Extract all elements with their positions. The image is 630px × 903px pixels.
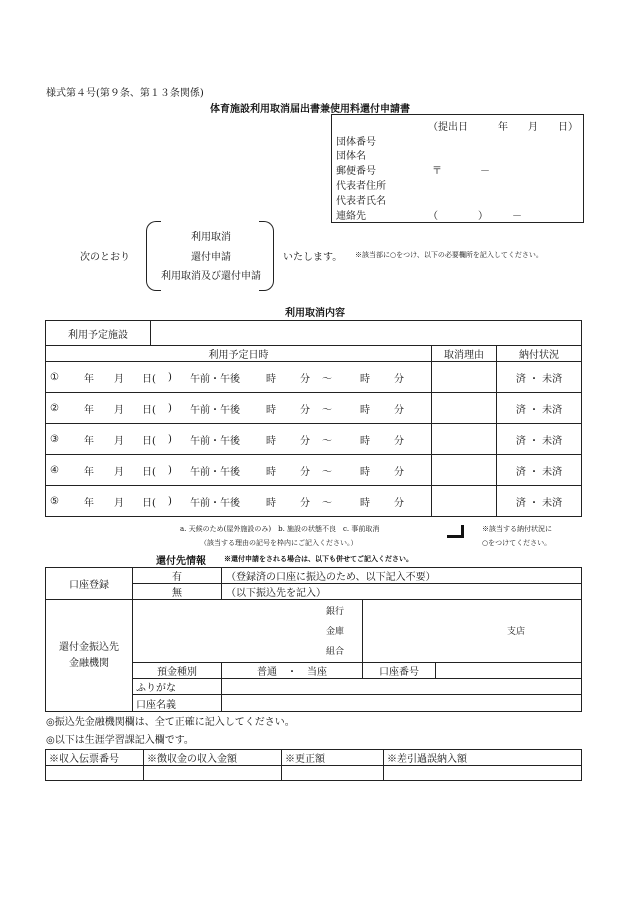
- month-label: 月: [114, 404, 124, 416]
- furigana-label: ふりがな: [133, 679, 222, 695]
- hour-label: 時: [266, 373, 276, 385]
- minute-label: 分: [394, 404, 404, 416]
- minute-label: 分: [300, 435, 310, 447]
- option-refund[interactable]: 還付申請: [191, 252, 231, 263]
- note-2: ◎以下は生涯学習課記入欄です。: [46, 735, 194, 746]
- weekday-paren: ): [168, 464, 172, 476]
- reason-cell[interactable]: [432, 455, 497, 486]
- payment-note-1: ※該当する納付状況に: [482, 525, 552, 533]
- bank-name-input[interactable]: [133, 600, 363, 663]
- reason-header: 取消理由: [432, 346, 497, 362]
- yes-note: （登録済の口座に振込のため、以下記入不要）: [222, 568, 582, 584]
- reason-cell[interactable]: [432, 424, 497, 455]
- table-row: [46, 393, 582, 424]
- weekday-paren: ): [168, 433, 172, 445]
- hour-label: 時: [360, 435, 370, 447]
- amount-input[interactable]: [144, 766, 282, 781]
- hour-label: 時: [360, 404, 370, 416]
- request-prefix: 次のとおり: [80, 252, 130, 263]
- deposit-type-options[interactable]: 普通 ・ 当座: [222, 663, 363, 679]
- correction-label: ※更正額: [282, 750, 384, 766]
- bank-label-small: 銀行: [325, 607, 344, 617]
- contact-label: 連絡先: [336, 211, 366, 222]
- hour-label: 時: [266, 404, 276, 416]
- table-row: [46, 424, 582, 455]
- option-yes[interactable]: 有: [133, 568, 222, 584]
- tilde: ～: [322, 466, 332, 478]
- reason-cell[interactable]: [432, 486, 497, 517]
- cancel-section-title: 利用取消内容: [285, 308, 345, 319]
- date-cell[interactable]: [46, 424, 432, 455]
- payment-status[interactable]: 済 ・ 未済: [497, 362, 582, 393]
- minute-label: 分: [394, 373, 404, 385]
- hour-label: 時: [266, 497, 276, 509]
- row-number: ⑤: [50, 495, 59, 507]
- payment-status[interactable]: 済 ・ 未済: [497, 455, 582, 486]
- day-label: 日(: [142, 404, 156, 416]
- table-row: [46, 486, 582, 517]
- year-label: 年: [84, 435, 94, 447]
- weekday-paren: ): [168, 371, 172, 383]
- payment-status[interactable]: 済 ・ 未済: [497, 486, 582, 517]
- table-row: [46, 455, 582, 486]
- day-label: 日(: [142, 497, 156, 509]
- arrow-icon: [447, 525, 464, 538]
- hour-label: 時: [360, 497, 370, 509]
- amount-label: ※徴収金の収入金額: [144, 750, 282, 766]
- form-number: 様式第４号(第９条、第１３条関係): [46, 88, 204, 99]
- ampm-label[interactable]: 午前・午後: [190, 404, 240, 416]
- group-number-label: 団体番号: [336, 137, 376, 148]
- usage-table: [45, 320, 582, 517]
- option-no[interactable]: 無: [133, 584, 222, 600]
- receipt-number-label: ※収入伝票番号: [46, 750, 144, 766]
- day-label: 日(: [142, 466, 156, 478]
- tilde: ～: [322, 435, 332, 447]
- minute-label: 分: [300, 373, 310, 385]
- facility-input[interactable]: [151, 321, 582, 346]
- hour-label: 時: [360, 466, 370, 478]
- rep-name-label: 代表者氏名: [336, 196, 386, 207]
- hour-label: 時: [266, 435, 276, 447]
- year-label: 年: [84, 404, 94, 416]
- option-cancel-and-refund[interactable]: 利用取消及び還付申請: [161, 271, 261, 282]
- tilde: ～: [322, 373, 332, 385]
- correction-input[interactable]: [282, 766, 384, 781]
- reason-cell[interactable]: [432, 393, 497, 424]
- ampm-label[interactable]: 午前・午後: [190, 373, 240, 385]
- contact-paren: （ ）: [428, 211, 488, 222]
- reason-note-2: （該当する理由の記号を枠内にご記入ください。）: [200, 539, 358, 547]
- request-note: ※該当部に○をつけ、以下の必要欄所を記入してください。: [355, 251, 543, 259]
- ampm-label[interactable]: 午前・午後: [190, 466, 240, 478]
- postal-code-label: 郵便番号: [336, 166, 376, 177]
- hour-label: 時: [266, 466, 276, 478]
- row-number: ①: [50, 371, 59, 383]
- row-number: ④: [50, 464, 59, 476]
- account-number-label: 口座番号: [363, 663, 436, 679]
- overpay-input[interactable]: [384, 766, 582, 781]
- minute-label: 分: [300, 466, 310, 478]
- minute-label: 分: [300, 497, 310, 509]
- date-header: 利用予定日時: [46, 346, 432, 362]
- rep-address-label: 代表者住所: [336, 181, 386, 192]
- year-label: 年: [84, 466, 94, 478]
- ampm-label[interactable]: 午前・午後: [190, 497, 240, 509]
- treasury-label: 金庫: [325, 627, 344, 637]
- date-cell[interactable]: [46, 393, 432, 424]
- weekday-paren: ): [168, 495, 172, 507]
- bank-label-line-1: 還付金振込先: [59, 641, 119, 653]
- option-cancel[interactable]: 利用取消: [191, 232, 231, 243]
- minute-label: 分: [300, 404, 310, 416]
- year-label: 年: [84, 373, 94, 385]
- payment-note-2: ○をつけてください。: [482, 539, 552, 547]
- tilde: ～: [322, 404, 332, 416]
- page-title: 体育施設利用取消届出書兼使用料還付申請書: [210, 104, 410, 115]
- hour-label: 時: [360, 373, 370, 385]
- facility-label: 利用予定施設: [46, 321, 151, 346]
- postal-mark: 〒: [432, 166, 442, 177]
- day-label: 日(: [142, 435, 156, 447]
- date-cell[interactable]: [46, 486, 432, 517]
- postal-dash: －: [480, 166, 490, 177]
- table-row: [46, 362, 582, 393]
- bank-label-line-2: 金融機関: [69, 657, 109, 669]
- refund-table: [45, 567, 582, 712]
- row-number: ②: [50, 402, 59, 414]
- reason-cell[interactable]: [432, 362, 497, 393]
- date-cell[interactable]: [46, 455, 432, 486]
- tilde: ～: [322, 497, 332, 509]
- account-reg-label: 口座登録: [46, 568, 133, 600]
- payment-status[interactable]: 済 ・ 未済: [497, 393, 582, 424]
- receipt-number-input[interactable]: [46, 766, 144, 781]
- furigana-input[interactable]: [222, 679, 582, 695]
- reason-note-1: a. 天候のため(屋外施設のみ) b. 施設の状態不良 c. 事前取消: [180, 525, 380, 533]
- overpay-label: ※差引過誤納入額: [384, 750, 582, 766]
- branch-label: 支店: [506, 627, 525, 637]
- minute-label: 分: [394, 435, 404, 447]
- deposit-type-label: 預金種別: [133, 663, 222, 679]
- minute-label: 分: [394, 466, 404, 478]
- year-label: 年: [84, 497, 94, 509]
- day-label: 日(: [142, 373, 156, 385]
- account-name-label: 口座名義: [133, 695, 222, 712]
- request-suffix: いたします。: [283, 252, 343, 263]
- account-number-input[interactable]: [436, 663, 582, 679]
- group-name-label: 団体名: [336, 151, 366, 162]
- ampm-label[interactable]: 午前・午後: [190, 435, 240, 447]
- row-number: ③: [50, 433, 59, 445]
- applicant-box: [331, 114, 584, 223]
- refund-section-note: ※還付申請をされる場合は、以下も併せてご記入ください。: [224, 554, 413, 563]
- date-cell[interactable]: [46, 362, 432, 393]
- payment-status[interactable]: 済 ・ 未済: [497, 424, 582, 455]
- union-label: 組合: [325, 647, 344, 657]
- contact-dash: －: [512, 211, 522, 222]
- branch-input[interactable]: [363, 600, 582, 663]
- refund-section-title: 還付先情報: [156, 556, 206, 567]
- submit-date[interactable]: （提出日 年 月 日）: [428, 122, 578, 133]
- month-label: 月: [114, 497, 124, 509]
- month-label: 月: [114, 466, 124, 478]
- minute-label: 分: [394, 497, 404, 509]
- no-note: （以下振込先を記入）: [222, 584, 582, 600]
- month-label: 月: [114, 435, 124, 447]
- account-name-input[interactable]: [222, 695, 582, 712]
- bank-label: [46, 600, 133, 712]
- payment-header: 納付状況: [497, 346, 582, 362]
- month-label: 月: [114, 373, 124, 385]
- note-1: ◎振込先金融機関欄は、全て正確に記入してください。: [46, 717, 295, 728]
- weekday-paren: ): [168, 402, 172, 414]
- office-table: [45, 749, 582, 781]
